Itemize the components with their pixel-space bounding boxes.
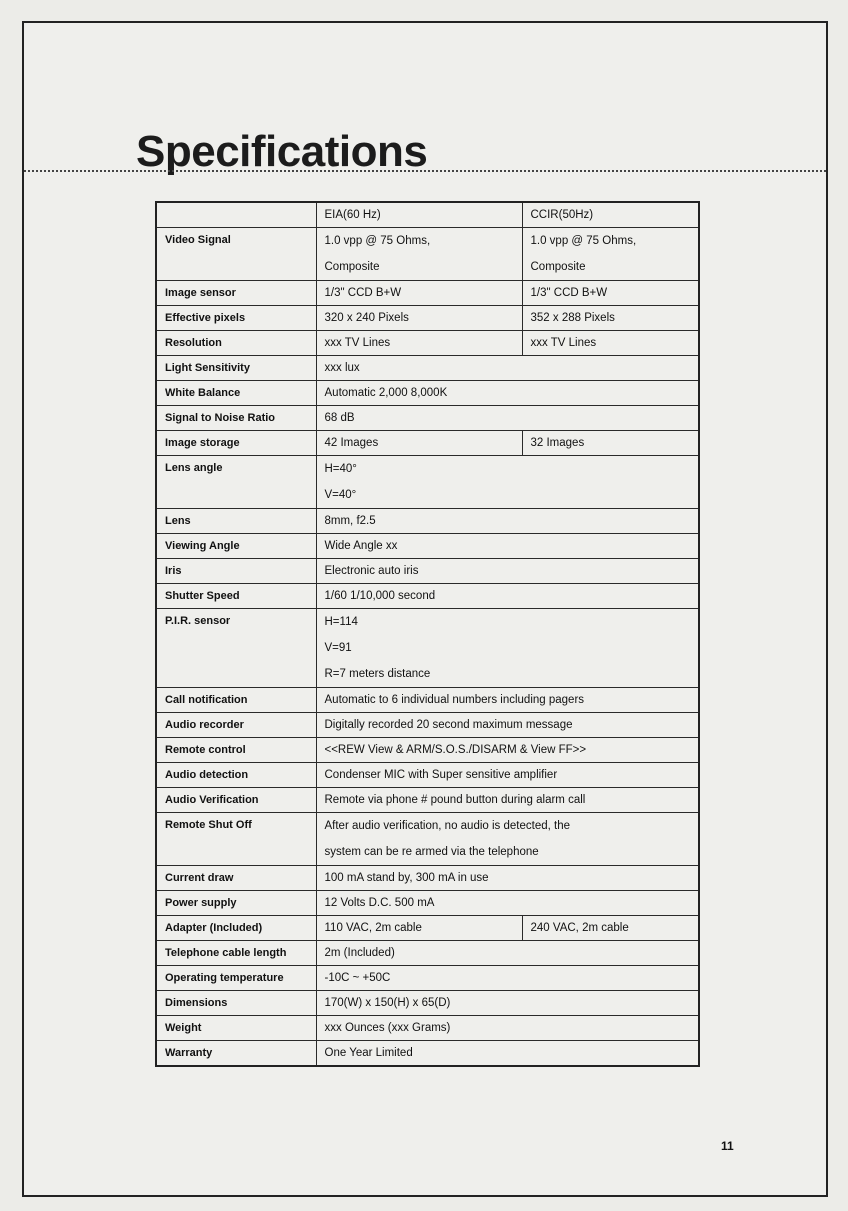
table-row <box>156 916 699 941</box>
row-label: Light Sensitivity <box>156 356 316 381</box>
row-value: 100 mA stand by, 300 mA in use <box>316 866 699 891</box>
row-label: Remote control <box>156 738 316 763</box>
value-line: Composite <box>324 261 380 273</box>
table-row <box>156 431 699 456</box>
page-number: 11 <box>721 1139 734 1153</box>
table-row <box>156 713 699 738</box>
header-blank-cell <box>156 202 316 228</box>
row-label: Viewing Angle <box>156 534 316 559</box>
row-label: Dimensions <box>156 991 316 1016</box>
row-value-eia: 42 Images <box>316 431 522 456</box>
row-value: 170(W) x 150(H) x 65(D) <box>316 991 699 1016</box>
row-label: Resolution <box>156 331 316 356</box>
table-row <box>156 381 699 406</box>
row-value: Electronic auto iris <box>316 559 699 584</box>
row-value-ccir: 240 VAC, 2m cable <box>522 916 699 941</box>
header-ccir: CCIR(50Hz) <box>522 202 699 228</box>
row-label: Audio Verification <box>156 788 316 813</box>
row-value: xxx Ounces (xxx Grams) <box>316 1016 699 1041</box>
value-line: system can be re armed via the telephone <box>324 846 539 858</box>
row-value-ccir: xxx TV Lines <box>522 331 699 356</box>
table-row <box>156 559 699 584</box>
specifications-table <box>155 201 700 1067</box>
row-label: Weight <box>156 1016 316 1041</box>
table-row <box>156 534 699 559</box>
table-row <box>156 891 699 916</box>
table-row <box>156 228 699 281</box>
table-row <box>156 763 699 788</box>
row-value: 12 Volts D.C. 500 mA <box>316 891 699 916</box>
table-row <box>156 609 699 688</box>
row-value: Automatic 2,000 8,000K <box>316 381 699 406</box>
table-row <box>156 688 699 713</box>
table-row <box>156 306 699 331</box>
value-line: After audio verification, no audio is detected, the <box>324 820 570 832</box>
row-label: Warranty <box>156 1041 316 1067</box>
table-row <box>156 941 699 966</box>
row-label: Iris <box>156 559 316 584</box>
table-row <box>156 966 699 991</box>
row-value: <<REW View & ARM/S.O.S./DISARM & View FF>> <box>316 738 699 763</box>
table-row <box>156 281 699 306</box>
table-row <box>156 331 699 356</box>
row-label: Power supply <box>156 891 316 916</box>
row-value-ccir: 32 Images <box>522 431 699 456</box>
row-value-eia: 1/3" CCD B+W <box>316 281 522 306</box>
page-title: Specifications <box>136 127 428 176</box>
row-value-ccir: 1/3" CCD B+W <box>522 281 699 306</box>
table-header-row <box>156 202 699 228</box>
row-value <box>316 609 699 688</box>
row-value: Digitally recorded 20 second maximum message <box>316 713 699 738</box>
row-value-ccir <box>522 228 699 281</box>
table-row <box>156 813 699 866</box>
row-value: 2m (Included) <box>316 941 699 966</box>
row-value-eia: xxx TV Lines <box>316 331 522 356</box>
table-row <box>156 866 699 891</box>
row-label: Remote Shut Off <box>156 813 316 866</box>
value-line: V=91 <box>324 642 352 654</box>
row-label: Image sensor <box>156 281 316 306</box>
header-eia: EIA(60 Hz) <box>316 202 522 228</box>
row-label: Lens angle <box>156 456 316 509</box>
value-line: Composite <box>530 261 586 273</box>
row-label: Video Signal <box>156 228 316 281</box>
row-value-eia <box>316 228 522 281</box>
value-line: H=40° <box>324 463 357 475</box>
table-row <box>156 991 699 1016</box>
table-row <box>156 406 699 431</box>
row-value: 8mm, f2.5 <box>316 509 699 534</box>
row-label: Shutter Speed <box>156 584 316 609</box>
row-value: Remote via phone # pound button during alarm call <box>316 788 699 813</box>
row-label: Telephone cable length <box>156 941 316 966</box>
table-row <box>156 356 699 381</box>
row-value: Automatic to 6 individual numbers including pagers <box>316 688 699 713</box>
table-row <box>156 509 699 534</box>
row-label: Current draw <box>156 866 316 891</box>
row-label: Adapter (Included) <box>156 916 316 941</box>
value-line: H=114 <box>324 616 358 628</box>
value-line: 1.0 vpp @ 75 Ohms, <box>324 235 431 247</box>
table-row <box>156 456 699 509</box>
value-line: V=40° <box>324 489 357 501</box>
table-row <box>156 738 699 763</box>
document-page <box>22 21 828 1197</box>
row-value: -10C ~ +50C <box>316 966 699 991</box>
row-label: Image storage <box>156 431 316 456</box>
value-line: 1.0 vpp @ 75 Ohms, <box>530 235 637 247</box>
value-line: R=7 meters distance <box>324 668 431 680</box>
row-value-ccir: 352 x 288 Pixels <box>522 306 699 331</box>
row-label: White Balance <box>156 381 316 406</box>
row-label: Signal to Noise Ratio <box>156 406 316 431</box>
row-value: 1/60 1/10,000 second <box>316 584 699 609</box>
row-label: Effective pixels <box>156 306 316 331</box>
row-value-eia: 110 VAC, 2m cable <box>316 916 522 941</box>
table-row <box>156 584 699 609</box>
table-row <box>156 1016 699 1041</box>
row-value: Wide Angle xx <box>316 534 699 559</box>
table-row <box>156 788 699 813</box>
row-value: One Year Limited <box>316 1041 699 1067</box>
dotted-rule <box>24 170 826 172</box>
table-row <box>156 1041 699 1067</box>
row-value <box>316 813 699 866</box>
row-label: Lens <box>156 509 316 534</box>
row-value: xxx lux <box>316 356 699 381</box>
row-label: Operating temperature <box>156 966 316 991</box>
row-value <box>316 456 699 509</box>
row-value-eia: 320 x 240 Pixels <box>316 306 522 331</box>
row-label: Audio recorder <box>156 713 316 738</box>
row-label: Call notification <box>156 688 316 713</box>
row-value: 68 dB <box>316 406 699 431</box>
row-label: Audio detection <box>156 763 316 788</box>
row-value: Condenser MIC with Super sensitive amplifier <box>316 763 699 788</box>
row-label: P.I.R. sensor <box>156 609 316 688</box>
